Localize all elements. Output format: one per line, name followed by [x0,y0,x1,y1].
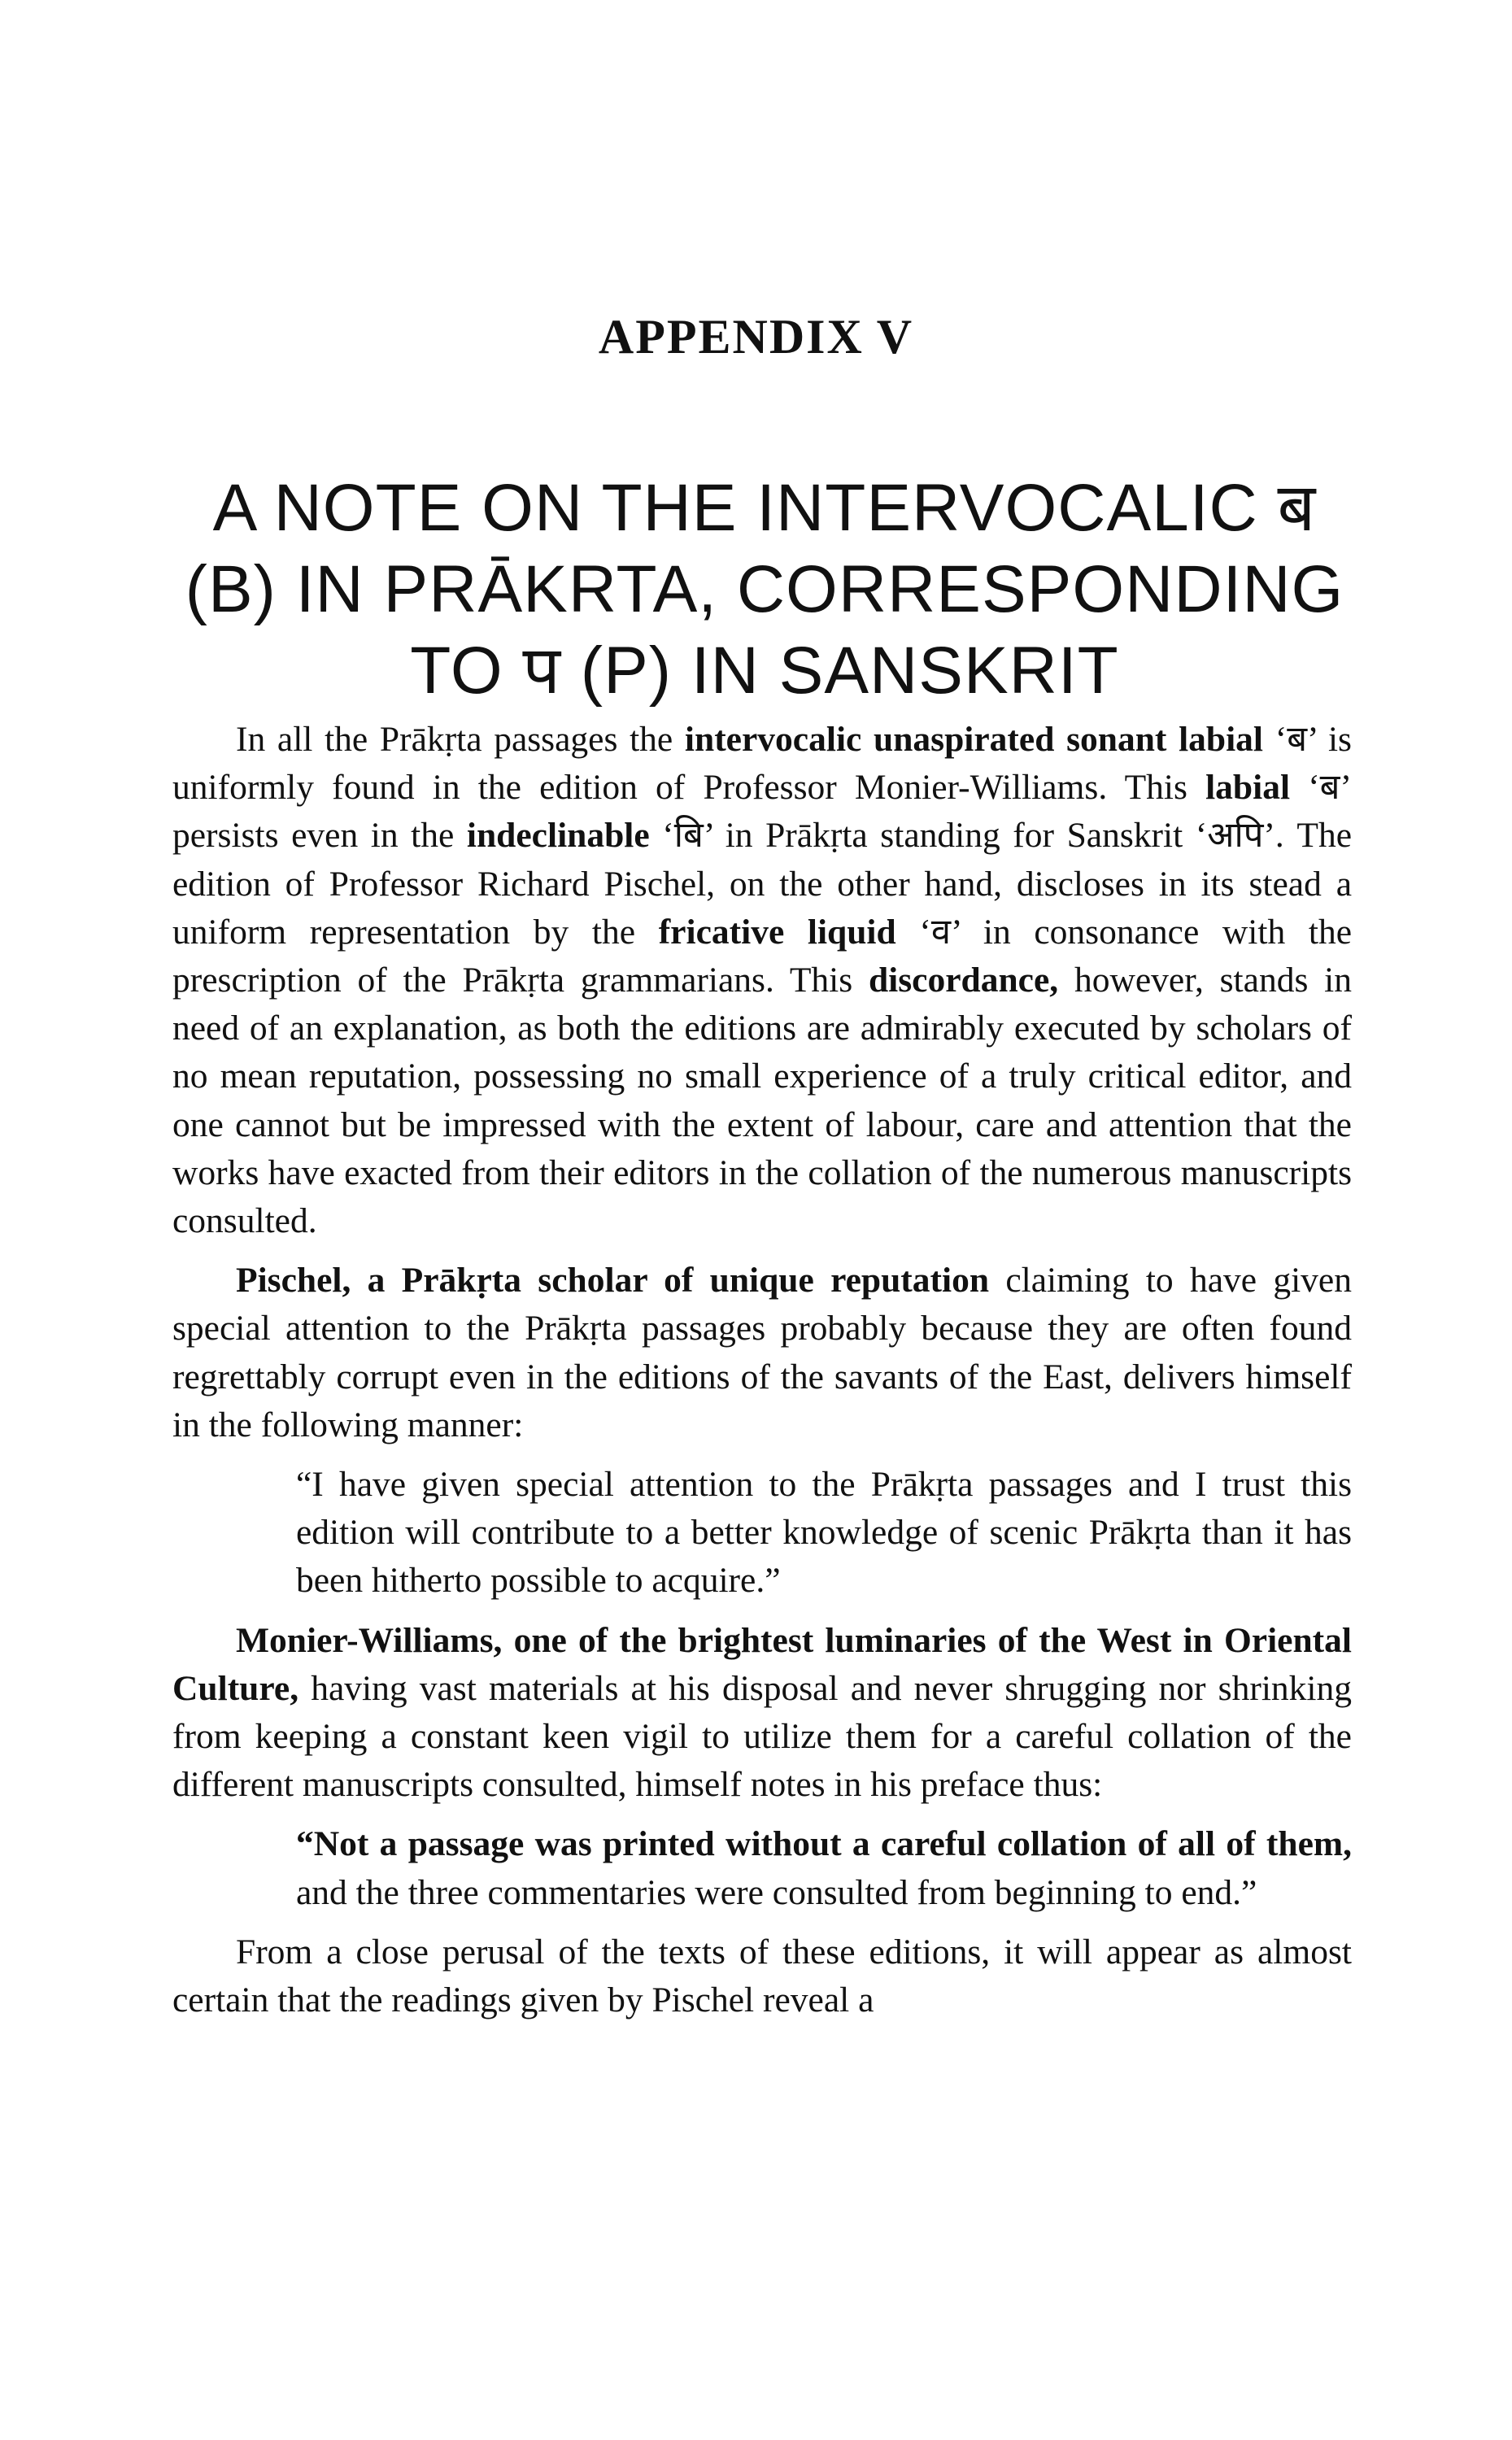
paragraph-3 [172,1617,1352,1810]
chapter-title [146,468,1383,712]
paragraph-1 [172,716,1352,1245]
quote1-text: “I have given special attention to the Prākṛta passages and I trust this edition will contribute to a better knowledge of scenic Prākṛta than it has been hitherto possible to acquire.” [296,1465,1352,1601]
title-line-1: A NOTE ON THE INTERVOCALIC ब [212,470,1317,545]
p1-text-6: however, stands in need of an explanation, as both the editions are admirably executed by scholars of no mean reputation, possessing no small experience of a truly critical editor, and one cannot but be impressed with the extent of labour, care and attention that the works have exacted from their editors in the collation of the numerous manuscripts consulted. [172,961,1352,1241]
title-line-3: TO प (P) IN SANSKRIT [410,634,1119,708]
p4-text: From a close perusal of the texts of these editions, it will appear as almost certain that the readings given by Pischel reveal a [172,1932,1352,2020]
p1-text-1: In all the Prākṛta passages the [236,720,685,759]
paragraph-4 [172,1928,1352,2024]
p1-text-5: ‘व’ in consonance with the prescription of the Prākṛta grammarians. This [172,912,1352,1000]
p3-bold-1: Monier-Williams, one of the brightest luminaries of the West in Oriental Culture, [172,1620,1352,1708]
p1-text-4: ‘बि’ in Prākṛta standing for Sanskrit ‘अपि’. The edition of Professor Richard Pischel, on the other hand, discloses in its stead a uniform representation by the [172,816,1353,952]
paragraph-2 [172,1257,1352,1449]
appendix-label: APPENDIX V [598,310,914,364]
p1-bold-3: indeclinable [466,816,650,856]
p3-text-1: having vast materials at his disposal and never shrugging nor shrinking from keeping a constant keen vigil to utilize them for a careful collation of the different manuscripts consulted, himself notes in his preface thus: [172,1668,1352,1805]
p1-bold-2: labial [1205,768,1291,808]
quotation-monier-williams [296,1820,1352,1916]
quotation-pischel [296,1461,1352,1606]
p2-text-1: claiming to have given special attention to the Prākṛta passages probably because they are often found regrettably corrupt even in the editions of the savants of the East, delivers himself in the following manner: [172,1261,1352,1444]
p1-bold-5: discordance, [868,961,1059,1000]
p1-bold-4: fricative liquid [658,912,896,952]
p1-text-3: ‘ब’ persists even in the [172,768,1353,856]
p1-bold-1: intervocalic unaspirated sonant labial [684,720,1264,759]
quote2-bold-1: “Not a passage was printed without a careful collation of all of them, [296,1824,1352,1864]
p1-text-2: ‘ब’ is uniformly found in the edition of Professor Monier-Williams. This [172,720,1352,808]
quote2-text-1: and the three commentaries were consulted from beginning to end.” [296,1872,1257,1912]
p2-bold-1: Pischel, a Prākṛta scholar of unique reputation [236,1261,990,1301]
title-line-2: (B) IN PRĀKRTA, CORRESPONDING [185,551,1344,626]
body-text [172,716,1352,2024]
